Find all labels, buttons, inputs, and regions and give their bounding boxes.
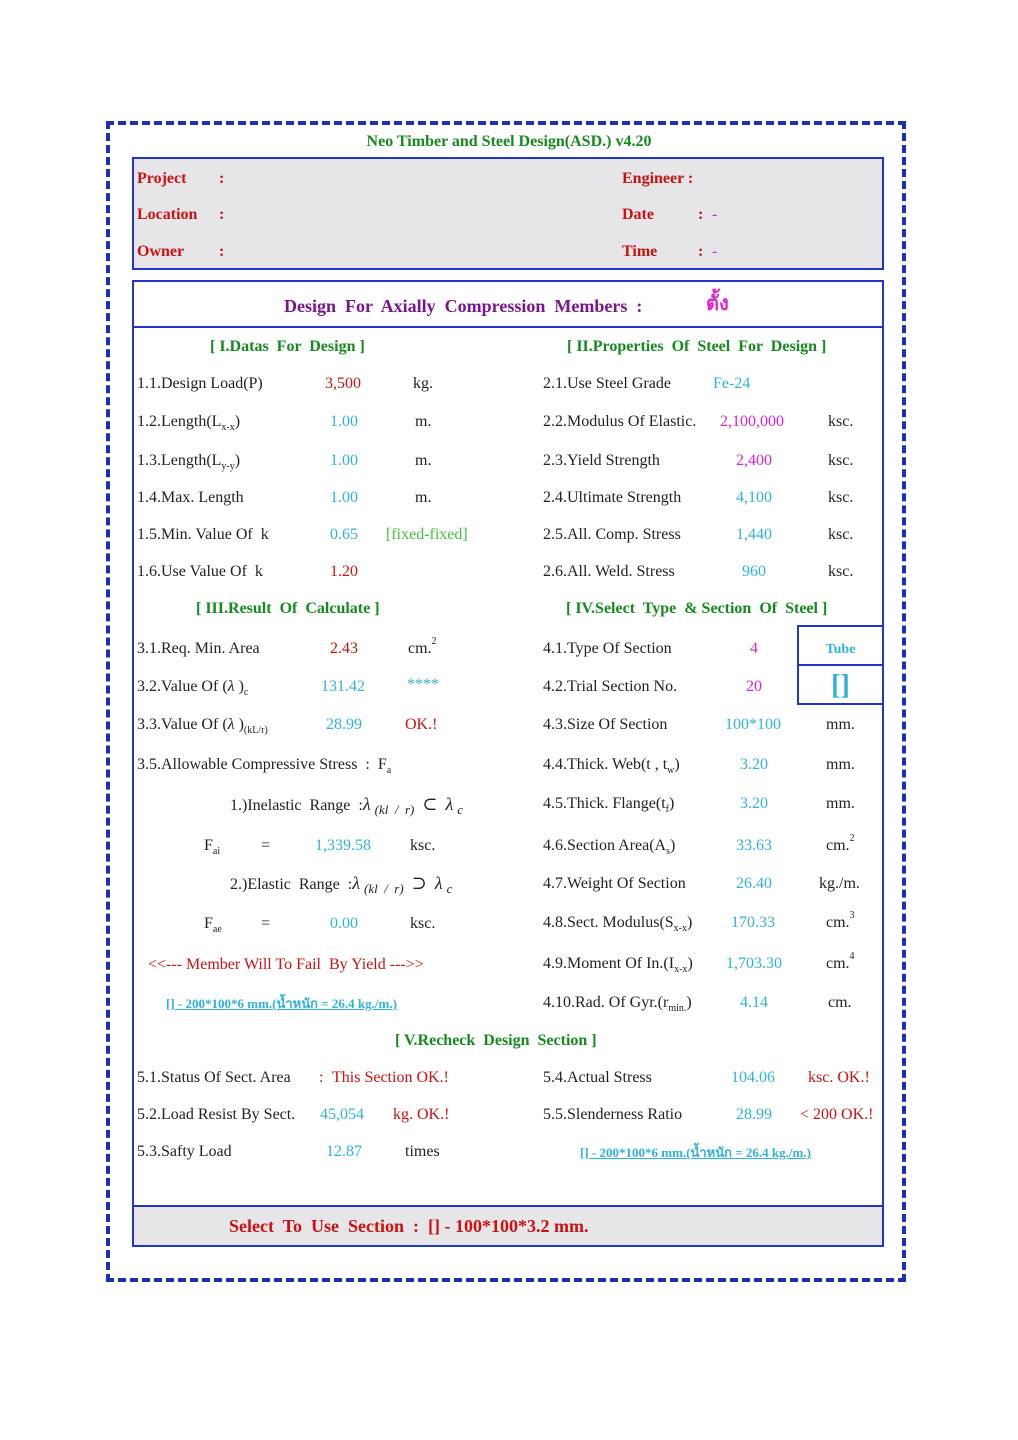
section-type-box-divider [797,664,884,666]
design-title-thai: ตั้ง [706,293,729,315]
weld-stress-value: 960 [742,563,766,580]
fai-unit: ksc. [410,837,436,854]
section-shape-icon: [] [831,670,850,701]
lambda-klr-value: 28.99 [326,716,362,733]
ultimate-unit: ksc. [828,489,854,506]
section-weight-unit: kg./m. [819,875,860,892]
length-y-value: 1.00 [330,452,358,469]
comp-stress-unit: ksc. [828,526,854,543]
actual-stress-label: 5.4.Actual Stress [543,1069,652,1086]
weld-stress-label: 2.6.All. Weld. Stress [543,563,675,580]
fae-value: 0.00 [330,915,358,932]
fae-eq: = [261,915,271,932]
web-thick-unit: mm. [826,756,855,773]
location-colon: : [219,206,225,223]
section-size-label: 4.3.Size Of Section [543,716,668,733]
modulus-value: 2,100,000 [720,413,784,430]
section-type-value: 4 [750,640,758,657]
trial-no-label: 4.2.Trial Section No. [543,678,678,695]
load-resist-unit: kg. OK.! [393,1106,450,1123]
section-weight-value: 26.40 [736,875,772,892]
time-label: Time [622,243,658,260]
engineer-label: Engineer : [622,170,694,187]
use-k-value: 1.20 [330,563,358,580]
load-resist-label: 5.2.Load Resist By Sect. [137,1106,296,1123]
use-k-label: 1.6.Use Value Of k [137,563,263,580]
steel-grade-label: 2.1.Use Steel Grade [543,375,671,392]
length-x-value: 1.00 [330,413,358,430]
section-properties-header: [ II.Properties Of Steel For Design ] [567,338,827,355]
moment-inertia-label: 4.9.Moment Of $In.(I_{x-x})$ [543,955,693,975]
req-area-value: 2.43 [330,640,358,657]
app-title: Neo Timber and Steel Design(ASD.) v4.20 [366,133,652,150]
section-type-name: Tube [825,642,856,657]
recheck-section-link[interactable]: [] - 200*100*6 mm.(น้ำหนัก = 26.4 kg./m.) [580,1145,811,1160]
owner-label: Owner [137,243,185,260]
inelastic-range-label: 1.)Inelastic Range :λ $_{(kl / r)}$ ⊂ λ $_c$ [230,794,464,817]
yield-value: 2,400 [736,452,772,469]
moment-inertia-value: 1,703.30 [726,955,782,972]
lambda-klr-note: OK.! [405,716,438,733]
slenderness-value: 28.99 [736,1106,772,1123]
radius-gyration-label: 4.10.Rad. Of $Gyr.(r_{min.})$ [543,994,692,1014]
min-k-label: 1.5.Min. Value Of k [137,526,269,543]
min-k-value: 0.65 [330,526,358,543]
time-colon: : [698,243,704,260]
design-load-label: 1.1.Design Load(P) [137,375,263,392]
length-x-label: $1.2.Length(L_{x-x})$ [137,413,241,433]
slenderness-label: 5.5.Slenderness Ratio [543,1106,683,1123]
actual-stress-value: 104.06 [731,1069,775,1086]
fai-eq: = [261,837,271,854]
safety-load-label: 5.3.Safty Load [137,1143,232,1160]
project-info-box [132,157,884,270]
req-area-unit: cm.$^2$ [408,636,437,657]
length-x-unit: m. [415,413,432,430]
weld-stress-unit: ksc. [828,563,854,580]
lambda-c-label: 3.2.Value Of (λ )$_c$ [137,678,249,698]
req-area-label: 3.1.Req. Min. Area [137,640,260,657]
project-colon: : [219,170,225,187]
max-length-unit: m. [415,489,432,506]
area-status-label: 5.1.Status Of Sect. Area [137,1069,291,1086]
load-resist-value: 45,054 [320,1106,364,1123]
fae-unit: ksc. [410,915,436,932]
project-label: Project [137,170,187,187]
section-size-value: 100*100 [725,716,781,733]
fae-label: $F_{ae}$ [204,915,222,935]
sect-modulus-value: 170.33 [731,914,775,931]
title-divider [132,326,884,328]
safety-load-value: 12.87 [326,1143,362,1160]
selected-section-label: Select To Use Section : [] - 100*100*3.2 mm. [229,1216,589,1236]
actual-stress-unit: ksc. OK.! [808,1069,870,1086]
section-result-header: [ III.Result Of Calculate ] [196,600,380,617]
radius-gyration-unit: cm. [828,994,852,1011]
flange-thick-label: 4.5.Thick. $Flange(t_f)$ [543,795,675,815]
yield-unit: ksc. [828,452,854,469]
safety-load-unit: times [405,1143,440,1160]
flange-thick-value: 3.20 [740,795,768,812]
fai-label: $F_{ai}$ [204,837,221,857]
area-status-colon: : [319,1069,324,1086]
design-load-unit: kg. [413,375,433,392]
sect-modulus-label: 4.8.Sect. $Modulus(S_{x-x})$ [543,914,693,934]
lambda-c-value: 131.42 [321,678,365,695]
elastic-range-label: 2.)Elastic Range :λ $_{(kl / r)}$ ⊃ λ $_c$ [230,873,453,896]
design-title: Design For Axially Compression Members : [284,296,643,316]
section-type-label: 4.1.Type Of Section [543,640,672,657]
section-datas-header: [ I.Datas For Design ] [210,338,365,355]
web-thick-value: 3.20 [740,756,768,773]
yield-label: 2.3.Yield Strength [543,452,660,469]
section-area-unit: cm.$^2$ [826,833,855,854]
allowable-stress-label: 3.5.Allowable Compressive Stress : $F_a$ [137,756,392,776]
flange-thick-unit: mm. [826,795,855,812]
section-recheck-header: [ V.Recheck Design Section ] [395,1032,597,1049]
trial-no-value: 20 [746,678,762,695]
steel-grade-value: Fe-24 [713,375,751,392]
time-value: - [712,243,718,260]
location-label: Location [137,206,198,223]
length-y-unit: m. [415,452,432,469]
section-select-header: [ IV.Select Type & Section Of Steel ] [566,600,828,617]
slenderness-unit: < 200 OK.! [800,1106,874,1123]
date-value: - [712,206,718,223]
comp-stress-value: 1,440 [736,526,772,543]
section-size-unit: mm. [826,716,855,733]
date-label: Date [622,206,654,223]
max-length-label: 1.4.Max. Length [137,489,244,506]
ultimate-label: 2.4.Ultimate Strength [543,489,682,506]
ultimate-value: 4,100 [736,489,772,506]
lambda-c-note: **** [407,676,439,693]
fai-value: 1,339.58 [315,837,371,854]
section-area-value: 33.63 [736,837,772,854]
suggested-section-link[interactable]: [] - 200*100*6 mm.(น้ำหนัก = 26.4 kg./m.) [166,996,397,1011]
radius-gyration-value: 4.14 [740,994,768,1011]
date-colon: : [698,206,704,223]
web-thick-label: 4.4.Thick. Web(t , $t_w$) [543,756,680,776]
area-status-value: This Section OK.! [332,1069,449,1086]
section-area-label: 4.6.Section $Area(A_s)$ [543,837,676,857]
lambda-klr-label: 3.3.Value Of (λ )$_{(kL/r)}$ [137,716,268,736]
max-length-value: 1.00 [330,489,358,506]
owner-colon: : [219,243,225,260]
fail-message: <<--- Member Will To Fail By Yield --->> [148,956,424,973]
modulus-label: 2.2.Modulus Of Elastic. [543,413,697,430]
moment-inertia-unit: cm.$^4$ [826,951,855,972]
modulus-unit: ksc. [828,413,854,430]
length-y-label: $1.3.Length(L_{y-y})$ [137,452,241,472]
design-load-value: 3,500 [325,375,361,392]
min-k-note: [fixed-fixed] [386,526,468,543]
comp-stress-label: 2.5.All. Comp. Stress [543,526,681,543]
section-weight-label: 4.7.Weight Of Section [543,875,686,892]
sect-modulus-unit: cm.$^3$ [826,910,855,931]
